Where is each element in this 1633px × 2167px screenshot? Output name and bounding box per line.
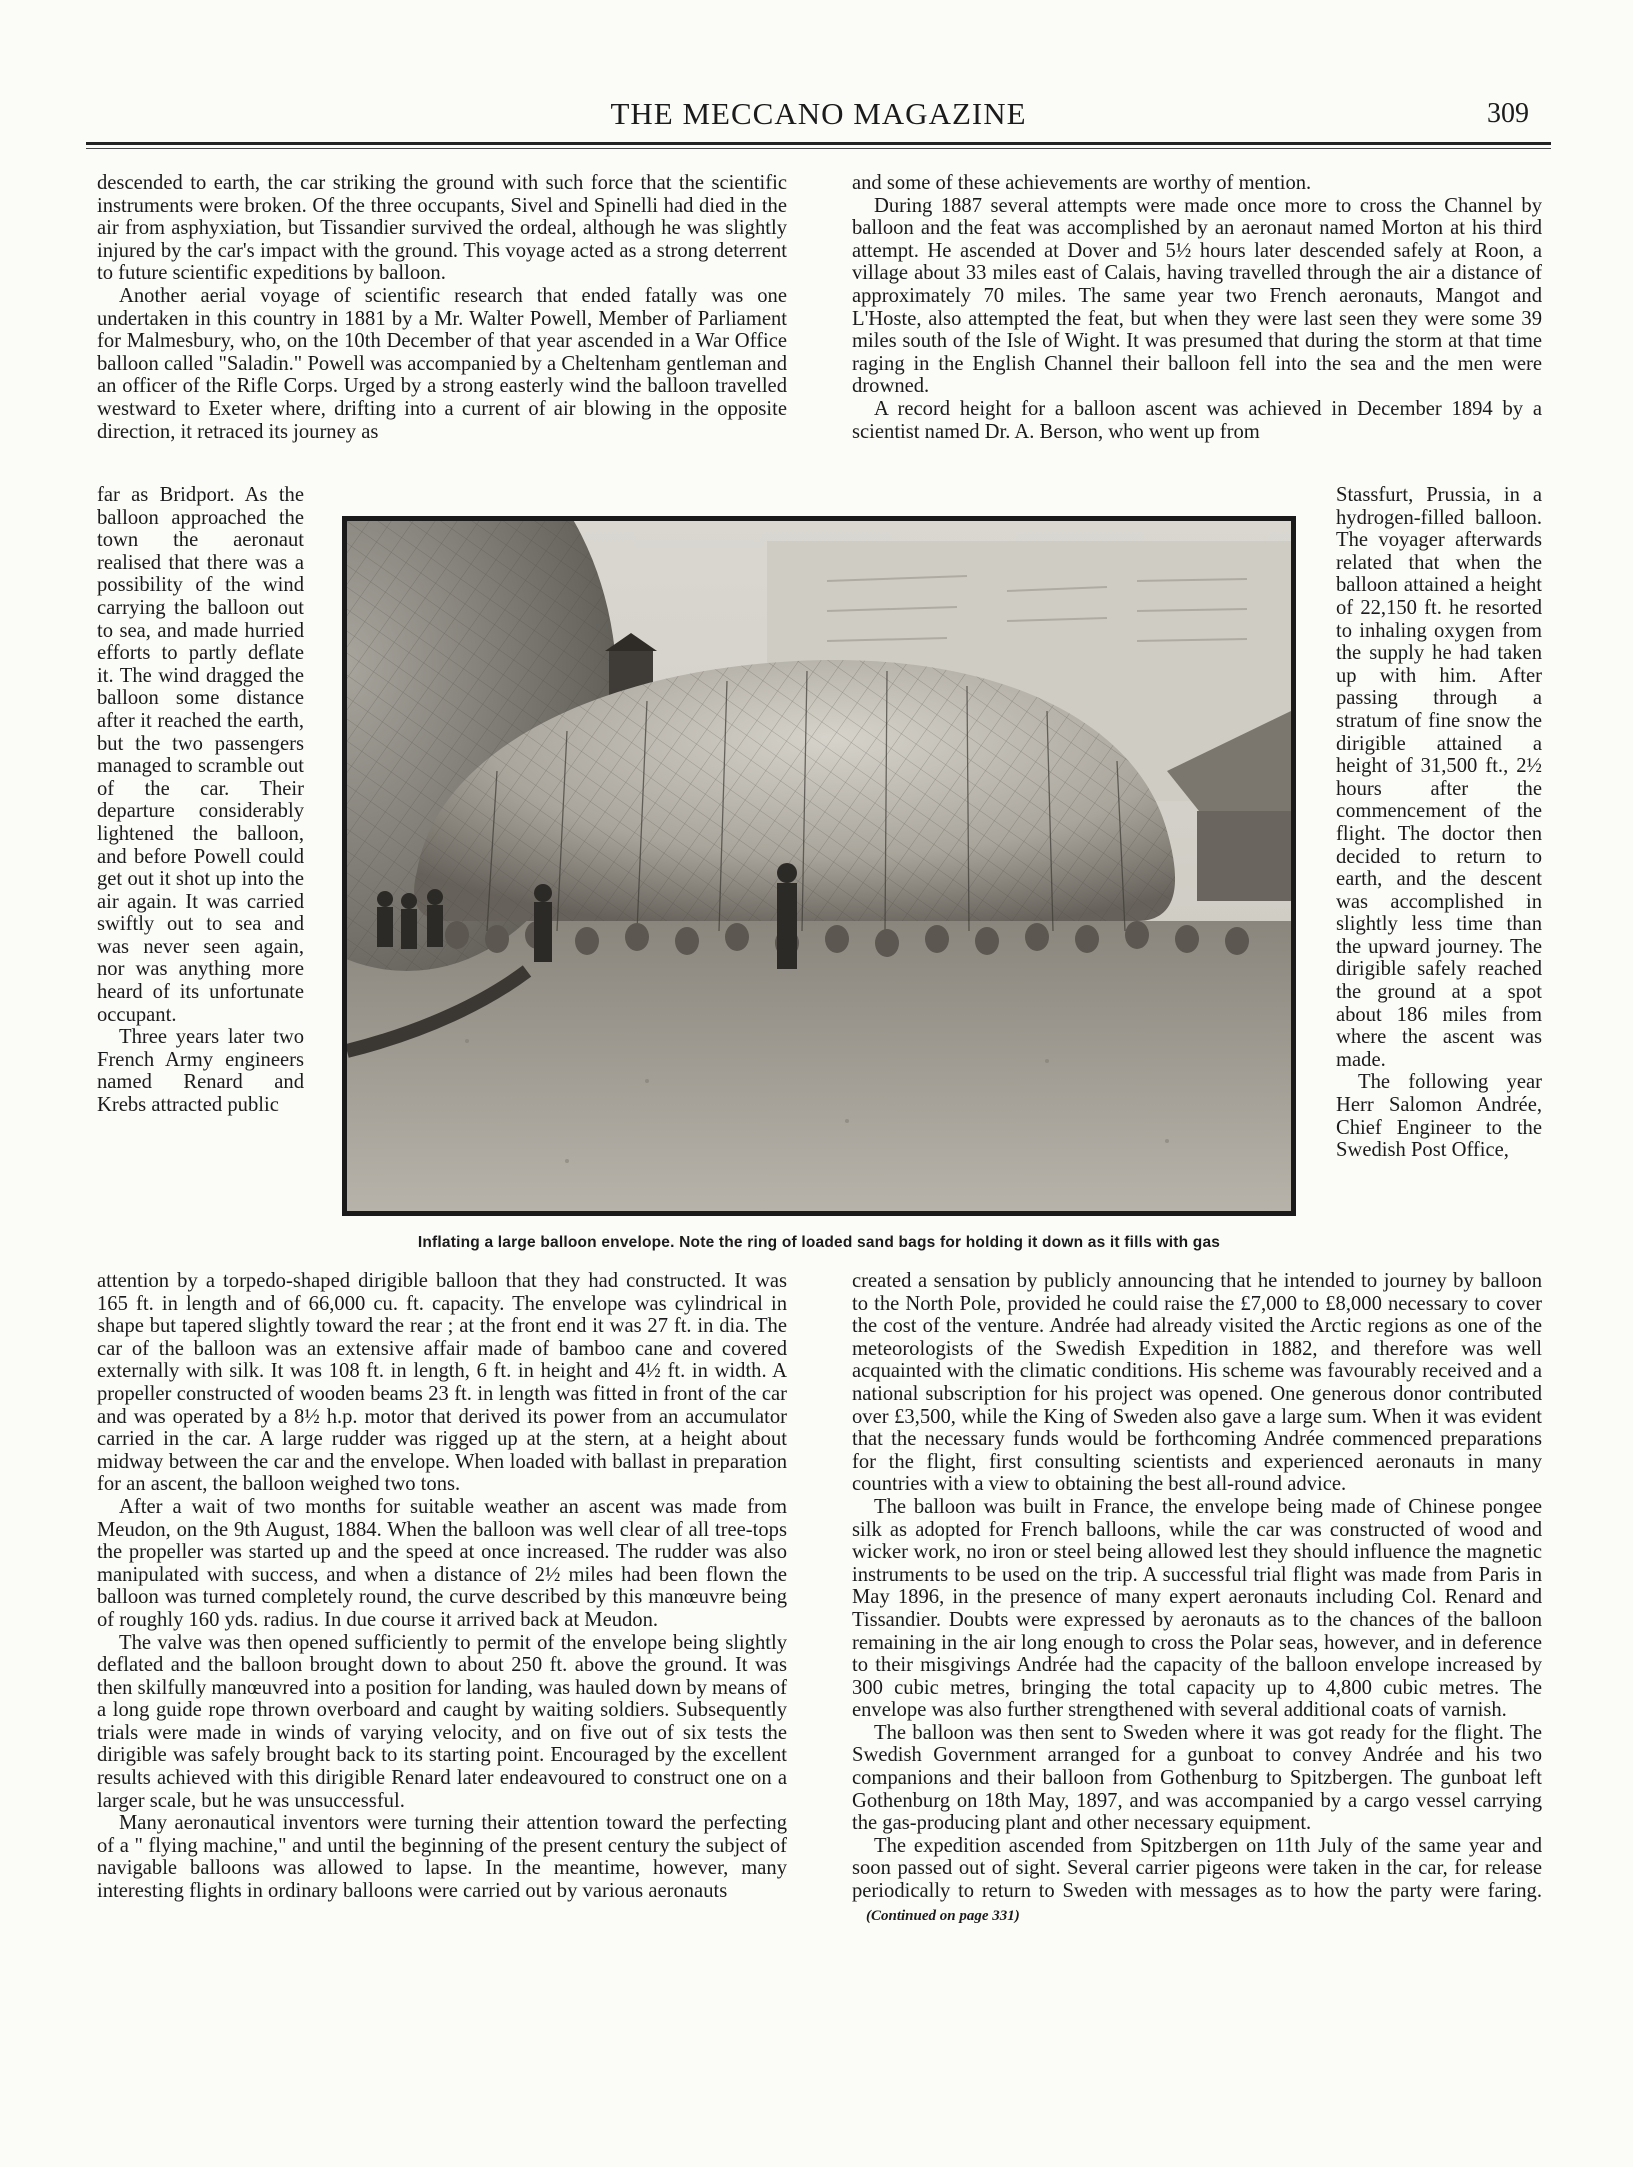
left-column-top — [97, 172, 787, 443]
paragraph-text: The expedition ascended from Spitzbergen on 11th July of the same year and soon passed out of sight. Several carrier pigeons were taken in the car, for release periodically to return to Sweden with messages as to how the party were faring. — [852, 1834, 1542, 1903]
paragraph: The valve was then opened sufficiently to permit of the envelope being slightly deflated and the balloon brought down to about 250 ft. above the ground. It was then skilfully manœuvred into a position for landing, was hauled down by means of a long guide rope thrown overboard and caught by waiting soldiers. Subsequently trials were made in winds of varying velocity, and on five out of six tests the dirigible was safely brought back to its starting point. Encouraged by the excellent results achieved with this dirigible Renard later endeavoured to construct one on a larger scale, but he was unsuccessful. — [97, 1631, 787, 1812]
continued-note[interactable]: (Continued on page 331) — [866, 1907, 1020, 1924]
right-column-top — [852, 172, 1542, 443]
paragraph: Many aeronautical inventors were turning their attention toward the perfecting of a " flying machine," and until the beginning of the present century the subject of navigable balloons was allowed to lapse. In the meantime, however, many interesting flights in ordinary balloons were carried out by various aeronauts — [97, 1812, 787, 1903]
magazine-title: THE MECCANO MAGAZINE — [610, 96, 1027, 131]
left-column-bottom — [97, 1270, 787, 1903]
paragraph: The balloon was then sent to Sweden where it was got ready for the flight. The Swedish Government arranged for a gunboat to convey Andrée and his two companions and their balloon from Gothenburg to Spitzbergen. The gunboat left Gothenburg on 18th May, 1897, and was accompanied by a cargo vessel carrying the gas-producing plant and other necessary equipment. — [852, 1721, 1542, 1835]
paragraph: Three years later two French Army engineers named Renard and Krebs attracted public — [97, 1026, 304, 1117]
paragraph: A record height for a balloon ascent was achieved in December 1894 by a scientist named Dr. A. Berson, who went up from — [852, 397, 1542, 443]
right-column-bottom — [852, 1270, 1542, 1927]
paragraph: The following year Herr Salomon Andrée, Chief Engineer to the Swedish Post Office, — [1336, 1071, 1542, 1162]
header-rule — [86, 142, 1551, 145]
balloon-photo-illustration — [347, 521, 1291, 1211]
balloon-photograph — [342, 516, 1296, 1216]
paragraph: descended to earth, the car striking the ground with such force that the scientific instruments were broken. Of the three occupants, Sivel and Spinelli had died in the air from asphyxiation, but Tissandier survived the ordeal, although he was slightly injured by the car's impact with the ground. This voyage acted as a strong deterrent to future scientific expeditions by balloon. — [97, 172, 787, 285]
figure-caption: Inflating a large balloon envelope. Note the ring of loaded sand bags for holding it down as it fills with gas — [417, 1234, 1221, 1251]
right-column-narrow — [1336, 484, 1542, 1162]
paragraph: The balloon was built in France, the envelope being made of Chinese pongee silk as adopted for French balloons, while the car was constructed of wood and wicker work, no iron or steel being allowed lest they should influence the magnetic instruments to be used on the trip. A successful trial flight was made from Paris in May 1896, in the presence of many expert aeronauts including Col. Renard and Tissandier. Doubts were expressed by aeronauts as to the chances of the balloon remaining in the air long enough to cross the Polar seas, however, and in deference to their misgivings Andrée had the capacity of the balloon envelope increased by 300 cubic metres, bringing the total capacity up to 4,800 cubic metres. The envelope was also further strengthened with several additional coats of varnish. — [852, 1495, 1542, 1722]
paragraph: created a sensation by publicly announcing that he intended to journey by balloon to the North Pole, provided he could raise the £7,000 to £8,000 necessary to cover the cost of the venture. Andrée had already visited the Arctic regions as one of the meteorologists of the Swedish Expedition in 1882, and therefore was well acquainted with the climatic conditions. His scheme was favourably received and a national subscription for his project was opened. One generous donor contributed over £3,500, while the King of Sweden also gave a large sum. When it was evident that the necessary funds would be forthcoming Andrée commenced preparations for the flight, first consulting scientists and experienced aeronauts in many countries with a view to obtaining the best all-round advice. — [852, 1270, 1542, 1496]
paragraph: After a wait of two months for suitable weather an ascent was made from Meudon, on the 9th August, 1884. When the balloon was well clear of all tree-tops the propeller was started up and the speed at once increased. The rudder was also manipulated with success, and when a distance of 2½ miles had been flown the balloon was turned completely round, the curve described by this manœuvre being of roughly 160 yds. radius. In due course it arrived back at Meudon. — [97, 1495, 787, 1631]
paragraph: and some of these achievements are worthy of mention. — [852, 172, 1312, 194]
paragraph: Another aerial voyage of scientific research that ended fatally was one undertaken in this country in 1881 by a Mr. Walter Powell, Member of Parliament for Malmesbury, who, on the 10th December of that year ascended in a War Office balloon called "Saladin." Powell was accompanied by a Cheltenham gentleman and an officer of the Rifle Corps. Urged by a strong easterly wind the balloon travelled westward to Exeter where, drifting into a current of air blowing in the opposite direction, it retraced its journey as — [97, 284, 787, 443]
paragraph — [852, 1835, 1542, 1927]
header-rule-thin — [86, 148, 1551, 149]
paragraph: attention by a torpedo-shaped dirigible balloon that they had constructed. It was 165 ft. in length and of 66,000 cu. ft. capacity. The envelope was cylindrical in shape but tapered slightly toward the rear ; at the front end it was 27 ft. in dia. The car of the balloon was an extensive affair made of bamboo cane and covered externally with silk. It was 108 ft. in length, 6 ft. in height and 4½ ft. in width. A propeller constructed of wooden beams 23 ft. in length was fitted in front of the car and was operated by a 8½ h.p. motor that derived its power from an accumulator carried in the car. A large rudder was rigged up at the stern, at a height about midway between the car and the envelope. When loaded with ballast in preparation for an ascent, the balloon weighed two tons. — [97, 1270, 787, 1496]
page-number: 309 — [1487, 98, 1529, 129]
paragraph: During 1887 several attempts were made once more to cross the Channel by balloon and the feat was accomplished by an aeronaut named Morton at his third attempt. He ascended at Dover and 5½ hours later descended safely at Roon, a village about 33 miles east of Calais, having travelled through the air a distance of approximately 70 miles. The same year two French aeronauts, Mangot and L'Hoste, also attempted the feat, but when they were last seen they were some 39 miles south of the Isle of Wight. It was presumed that during the storm at that time raging in the English Channel their balloon fell into the sea and the men were drowned. — [852, 194, 1542, 398]
left-column-narrow — [97, 484, 304, 1117]
paragraph: far as Bridport. As the balloon approached the town the aeronaut realised that there was a possibility of the wind carrying the balloon out to sea, and made hurried efforts to partly deflate it. The wind dragged the balloon some distance after it reached the earth, but the two passengers managed to scramble out of the car. Their departure considerably lightened the balloon, and before Powell could get out it shot up into the air again. It was carried swiftly out to sea and was never seen again, nor was anything more heard of its unfortunate occupant. — [97, 484, 304, 1026]
page-header — [86, 96, 1551, 150]
paragraph: Stassfurt, Prussia, in a hydrogen-filled balloon. The voyager afterwards related that when the balloon attained a height of 22,150 ft. he resorted to inhaling oxygen from the supply he had taken up with him. After passing through a stratum of fine snow the dirigible attained a height of 31,500 ft., 2½ hours after the commencement of the flight. The doctor then decided to return to earth, and the descent was accomplished in slightly less time than the upward journey. The dirigible safely reached the ground at a spot about 186 miles from where the ascent was made. — [1336, 484, 1542, 1071]
